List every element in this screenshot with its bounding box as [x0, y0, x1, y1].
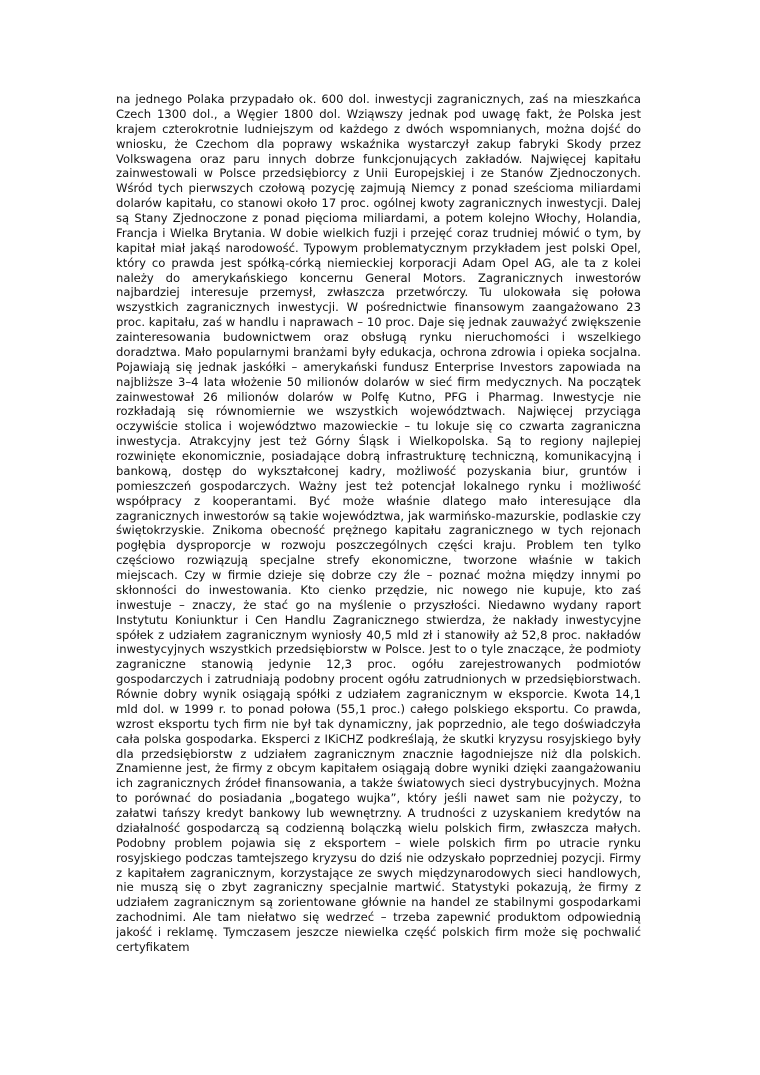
body-paragraph: na jednego Polaka przypadało ok. 600 dol. inwestycji zagranicznych, zaś na mieszkańca Czech 1300 dol., a Węgier 1800 dol. Wziąwszy jednak pod uwagę fakt, że Polska jest krajem czterokrotnie ludniejszym od każdego z dwóch wspomnianych, można dojść do wniosku, że Czechom dla poprawy wskaźnika wystarczył zakup fabryki Skody przez Volkswagena oraz paru innych dobrze funkcjonujących zakładów. Najwięcej kapitału zainwestowali w Polsce przedsiębiorcy z Unii Europejskiej i ze Stanów Zjednoczonych. Wśród tych pierwszych czołową pozycję zajmują Niemcy z ponad sześcioma miliardami dolarów kapitału, co stanowi około 17 proc. ogólnej kwoty zagranicznych inwestycji. Dalej są Stany Zjednoczone z ponad pięcioma miliardami, a potem kolejno Włochy, Holandia, Francja i Wielka Brytania. W dobie wielkich fuzji i przejęć coraz trudniej mówić o tym, by kapitał miał jakąś narodowość. Typowym problematycznym przykładem jest polski Opel, który co prawda jest spółką-córką niemieckiej korporacji Adam Opel AG, ale ta z kolei należy do amerykańskiego koncernu General Motors. Zagranicznych inwestorów najbardziej interesuje przemysł, zwłaszcza przetwórczy. Tu ulokowała się połowa wszystkich zagranicznych inwestycji. W pośrednictwie finansowym zaangażowano 23 proc. kapitału, zaś w handlu i naprawach – 10 proc. Daje się jednak zauważyć zwiększenie zainteresowania budownictwem oraz obsługą rynku nieruchomości i wszelkiego doradztwa. Mało popularnymi branżami były edukacja, ochrona zdrowia i opieka socjalna. Pojawiają się jednak jaskółki – amerykański fundusz Enterprise Investors zapowiada na najbliższe 3–4 lata włożenie 50 milionów dolarów w sieć firm medycznych. Na początek zainwestował 26 milionów dolarów w Polfę Kutno, PFG i Pharmag. Inwestycje nie rozkładają się równomiernie we wszystkich województwach. Najwięcej przyciąga oczywiście stolica i województwo mazowieckie – tu lokuje się co czwarta zagraniczna inwestycja. Atrakcyjny jest też Górny Śląsk i Wielkopolska. Są to regiony najlepiej rozwinięte ekonomicznie, posiadające dobrą infrastrukturę techniczną, komunikacyjną i bankową, dostęp do wykształconej kadry, możliwość pozyskania biur, gruntów i pomieszczeń gospodarczych. Ważny jest też potencjał lokalnego rynku i możliwość współpracy z kooperantami. Być może właśnie dlatego mało interesujące dla zagranicznych inwestorów są takie województwa, jak warmińsko-mazurskie, podlaskie czy świętokrzyskie. Znikoma obecność prężnego kapitału zagranicznego w tych rejonach pogłębia dysproporcje w rozwoju poszczególnych części kraju. Problem ten tylko częściowo rozwiązują specjalne strefy ekonomiczne, tworzone właśnie w takich miejscach. Czy w firmie dzieje się dobrze czy źle – poznać można między innymi po skłonności do inwestowania. Kto cienko przędzie, nic nowego nie kupuje, kto zaś inwestuje – znaczy, że stać go na myślenie o przyszłości. Niedawno wydany raport Instytutu Koniunktur i Cen Handlu Zagranicznego stwierdza, że nakłady inwestycyjne spółek z udziałem zagranicznym wyniosły 40,5 mld zł i stanowiły aż 52,8 proc. nakładów inwestycyjnych wszystkich przedsiębiorstw w Polsce. Jest to o tyle znaczące, że podmioty zagraniczne stanowią jedynie 12,3 proc. ogółu zarejestrowanych podmiotów gospodarczych i zatrudniają podobny procent ogółu zatrudnionych w przedsiębiorstwach. Równie dobry wynik osiągają spółki z udziałem zagranicznym w eksporcie. Kwota 14,1 mld dol. w 1999 r. to ponad połowa (55,1 proc.) całego polskiego eksportu. Co prawda, wzrost eksportu tych firm nie był tak dynamiczny, jak poprzednio, ale tego doświadczyła cała polska gospodarka. Eksperci z IKiCHZ podkreślają, że skutki kryzysu rosyjskiego były dla przedsiębiorstw z udziałem zagranicznym znacznie łagodniejsze niż dla polskich. Znamienne jest, że firmy z obcym kapitałem osiągają dobre wyniki dzięki zaangażowaniu ich zagranicznych źródeł finansowania, a także światowych sieci dystrybucyjnych. Można to porównać do posiadania „bogatego wujka”, który jeśli nawet sam nie pożyczy, to załatwi tańszy kredyt bankowy lub wewnętrzny. A trudności z uzyskaniem kredytów na działalność gospodarczą są codzienną bolączką wielu polskich firm, zwłaszcza małych. Podobny problem pojawia się z eksportem – wiele polskich firm po utracie rynku rosyjskiego podczas tamtejszego kryzysu do dziś nie odzyskało poprzedniej pozycji. Firmy z kapitałem zagranicznym, korzystające ze swych międzynarodowych sieci handlowych, nie muszą się o zbyt zagraniczny specjalnie martwić. Statystyki pokazują, że firmy z udziałem zagranicznym są zorientowane głównie na handel ze stabilnymi gospodarkami zachodnimi. Ale tam niełatwo się wedrzeć – trzeba zapewnić produktom odpowiednią jakość i reklamę. Tymczasem jeszcze niewielka część polskich firm może się pochwalić certyfikatem [116, 92, 641, 954]
document-page [116, 92, 641, 1052]
